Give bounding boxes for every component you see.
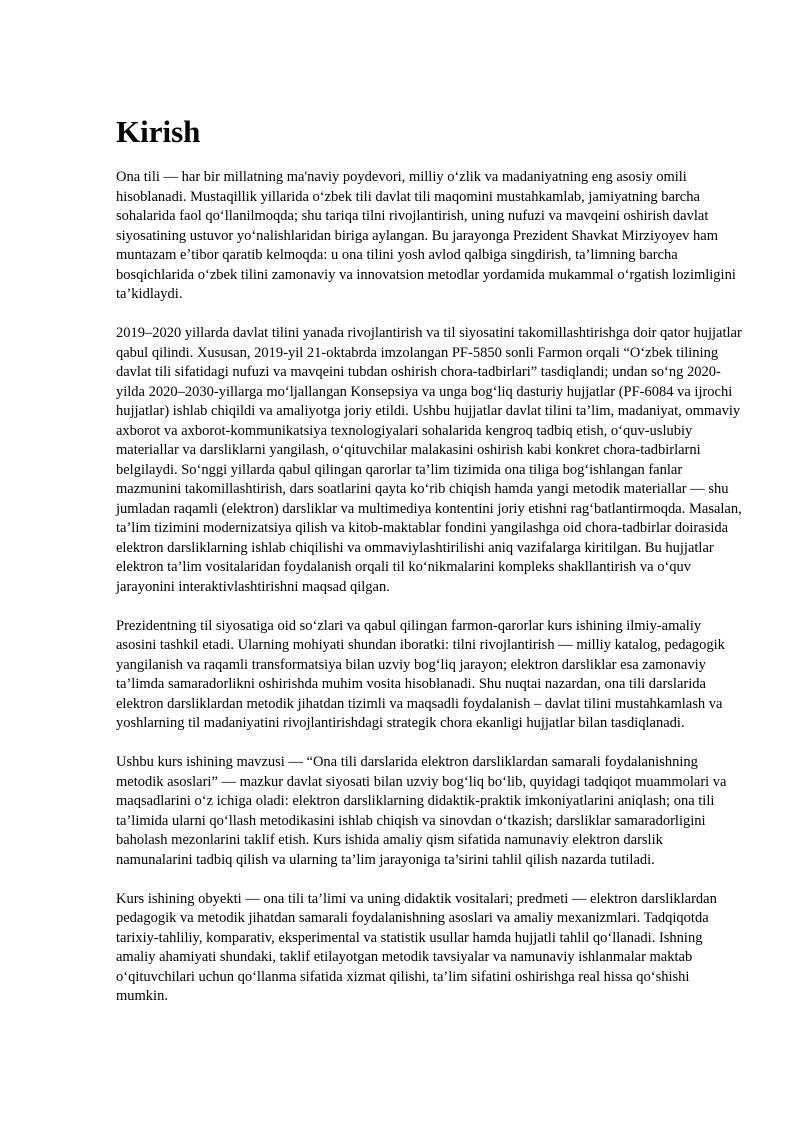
document-body bbox=[116, 113, 742, 1026]
page-title: Kirish bbox=[116, 114, 201, 149]
paragraph-5: Kurs ishining obyekti — ona tili ta’limi va uning didaktik vositalari; predmeti — elektron darsliklardan pedagogik va metodik jihatdan samarali foydalanishning asoslari va amaliy mexanizmlari. Tadqiqotda tarixiy-tahliliy, komparativ, eksperimental va statistik usullar hamda hujjatli tahlil qoʻllanadi. Ishning amaliy ahamiyati shundaki, taklif etilayotgan metodik tavsiyalar va namunaviy ishlanmalar maktab oʻqituvchilari uchun qoʻllanma sifatida xizmat qilishi, ta’lim sifatini oshirishga real hissa qoʻshishi mumkin. bbox=[116, 890, 717, 1004]
paragraph-1: Ona tili — har bir millatning ma'naviy poydevori, milliy oʻzlik va madaniyatning eng asosiy omili hisoblanadi. Mustaqillik yillarida oʻzbek tili davlat tili maqomini mustahkamlab, jamiyatning barcha sohalarida faol qoʻllanilmoqda; shu tariqa tilni rivojlantirish, uning nufuzi va mavqeini oshirish davlat siyosatining ustuvor yoʻnalishlaridan biriga aylangan. Bu jarayonga Prezident Shavkat Mirziyoyev ham muntazam eʼtibor qaratib kelmoqda: u ona tilini yosh avlod qalbiga singdirish, ta’limning barcha bosqichlarida oʻzbek tilini zamonaviy va innovatsion metodlar yordamida mukammal oʻrgatish lozimligini ta’kidlaydi. bbox=[116, 169, 736, 302]
paragraph-2: 2019–2020 yillarda davlat tilini yanada rivojlantirish va til siyosatini takomillashtirishga doir qator hujjatlar qabul qilindi. Xususan, 2019-yil 21-oktabrda imzolangan PF-5850 sonli Farmon orqali “Oʻzbek tilining davlat tili sifatidagi nufuzi va mavqeini tubdan oshirish chora-tadbirlari” tasdiqlandi; undan soʻng 2020-yilda 2020–2030-yillarga moʻljallangan Konsepsiya va unga bogʻliq dasturiy hujjatlar (PF-6084 va ijrochi hujjatlar) ishlab chiqildi va amaliyotga joriy etildi. Ushbu hujjatlar davlat tilini ta’lim, madaniyat, ommaviy axborot va axborot-kommunikatsiya texnologiyalari sohalarida kengroq tadbiq etish, oʻquv-uslubiy materiallar va darsliklarni yangilash, oʻqituvchilar malakasini oshirish kabi konkret chora-tadbirlarni belgilaydi. Soʻnggi yillarda qabul qilingan qarorlar ta’lim tizimida ona tiliga bogʻishlangan fanlar mazmunini takomillashtirish, dars soatlarini qayta koʻrib chiqish hamda yangi metodik materiallar — shu jumladan raqamli (elektron) darsliklar va multimediya kontentini joriy etishni ragʻbatlantirmoqda. Masalan, ta’lim tizimini modernizatsiya qilish va kitob-maktablar fondini yangilashga oid chora-tadbirlar doirasida elektron darsliklarning ishlab chiqilishi va ommaviylashtirilishi aniq vazifalarga kiritilgan. Bu hujjatlar elektron ta’lim vositalaridan foydalanish orqali til koʻnikmalarini kompleks shakllantirish va oʻquv jarayonini interaktivlashtirishni maqsad qilgan. bbox=[116, 325, 742, 595]
paragraph-3: Prezidentning til siyosatiga oid soʻzlari va qabul qilingan farmon-qarorlar kurs ishining ilmiy-amaliy asosini tashkil etadi. Ularning mohiyati shundan iboratki: tilni rivojlantirish — milliy katalog, pedagogik yangilanish va raqamli transformatsiya bilan uzviy bogʻliq jarayon; elektron darsliklar esa zamonaviy ta’limda samaradorlikni oshirishda muhim vosita hisoblanadi. Shu nuqtai nazardan, ona tili darslarida elektron darsliklardan metodik jihatdan tizimli va maqsadli foydalanish – davlat tilini mustahkamlash va yoshlarning til madaniyatini rivojlantirishdagi strategik chora ekanligi hujjatlar bilan tasdiqlanadi. bbox=[116, 617, 725, 731]
paragraph-4: Ushbu kurs ishining mavzusi — “Ona tili darslarida elektron darsliklardan samarali foydalanishning metodik asoslari” — mazkur davlat siyosati bilan uzviy bogʻliq boʻlib, quyidagi tadqiqot muammolari va maqsadlarini oʻz ichiga oladi: elektron darsliklarning didaktik-praktik imkoniyatlarini aniqlash; ona tili ta’limida ularni qoʻllash metodikasini ishlab chiqish va sinovdan oʻtkazish; darsliklar samaradorligini baholash mezonlarini taklif etish. Kurs ishida amaliy qism sifatida namunaviy elektron darslik namunalarini tadbiq qilish va ularning ta’lim jarayoniga ta’sirini tahlil qilish nazarda tutiladi. bbox=[116, 754, 727, 868]
